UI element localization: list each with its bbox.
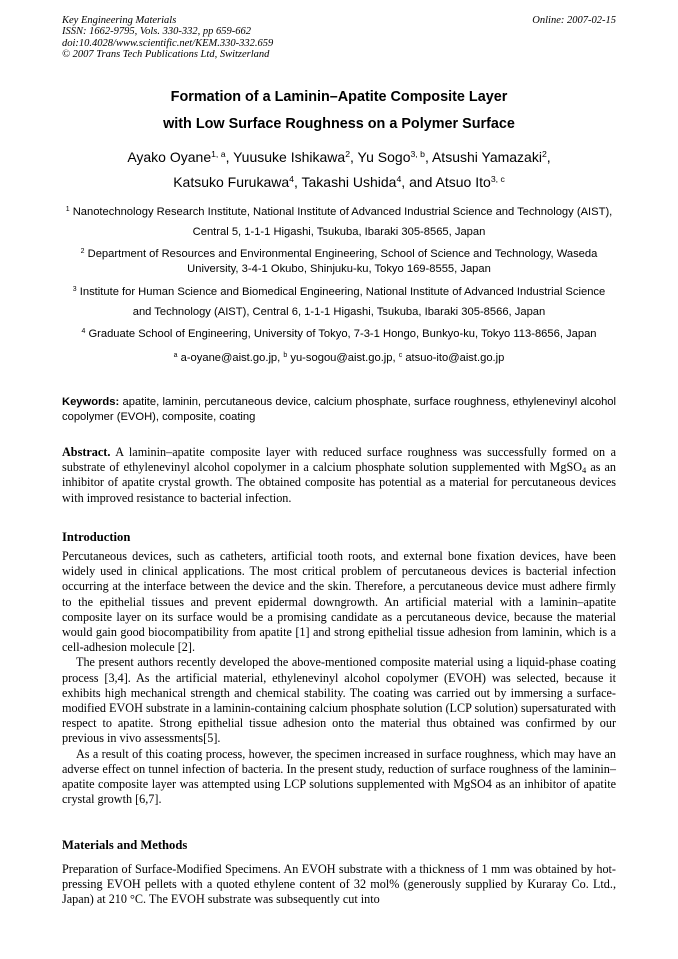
keywords [62,395,616,424]
affiliation-number: 1 [65,206,70,214]
affiliation-text: Graduate School of Engineering, University of Tokyo, 7-3-1 Hongo, Bunkyo-ku, Tokyo 113-8656, Japan [88,328,597,340]
title-line-1: Formation of a Laminin–Apatite Composite Layer [170,89,508,105]
affiliation [62,247,616,277]
author-name: Katsuko Furukawa [173,174,290,190]
author-affil-mark: 3, c [490,174,505,185]
email-address[interactable]: a-oyane@aist.go.jp [180,352,278,364]
online-date: Online: 2007-02-15 [532,15,616,26]
keywords-text: apatite, laminin, percutaneous device, calcium phosphate, surface roughness, ethylenevinyl alcohol copolymer (EVOH), composite, coating [62,396,616,423]
methods-heading: Materials and Methods [62,838,188,852]
journal-doi: doi:10.4028/www.scientific.net/KEM.330-332.659 [62,37,274,49]
introduction-heading: Introduction [62,530,131,544]
abstract [62,445,616,506]
journal-name: Key Engineering Materials [62,15,177,26]
author-conjunction: and [409,174,433,190]
affiliation [62,282,616,322]
journal-issn: ISSN: 1662-9795, Vols. 330-332, pp 659-662 [62,26,251,38]
author-name: Takashi Ushida [301,174,397,190]
author-affil-mark: 3, b [410,149,425,160]
author-list [62,145,616,195]
affiliation-text: Institute for Human Science and Biomedical Engineering, National Institute of Advanced Industrial Science and Technology (AIST), Central 6, 1-1-1 Higashi, Tsukuba, Ibaraki 305-8566, Japan [79,286,606,318]
affiliation-number: 3 [72,286,77,294]
authors-line-2: Katsuko Furukawa$^4$, Takashi Ushida$^4$, and Atsuo Ito$^{3, c}$ [173,174,505,190]
introduction-body [62,549,616,807]
authors-line-1: Ayako Oyane$^{1, a}$, Yuusuke Ishikawa$^2$, Yu Sogo$^{3, b}$, Atsushi Yamazaki$^2$, [127,149,551,165]
keywords-label: Keywords: [62,396,120,408]
abstract-subscript: 4 [582,465,587,476]
author-name: Ayako Oyane [127,149,212,165]
abstract-text-end: as an inhibitor of apatite crystal growth. The obtained composite has potential as a material for percutaneous devices with improved resistance to bacterial infection. [62,460,617,505]
affiliation-list [62,202,616,369]
affiliation [62,327,616,342]
affiliation-number: 2 [80,248,85,256]
author-name: Yuusuke Ishikawa [233,149,346,165]
author-affil-mark: 4 [396,174,402,185]
email-mark: c [398,352,403,360]
abstract-text: A laminin–apatite composite layer with reduced surface roughness was successfully formed on a substrate of ethylenevinyl alcohol copolymer in a calcium phosphate solution supplemented with MgSO [62,445,616,475]
author-name: Atsuo Ito [435,174,491,190]
email-address[interactable]: atsuo-ito@aist.go.jp [405,352,505,364]
abstract-label: Abstract. [62,445,111,459]
author-name: Yu Sogo [357,149,411,165]
intro-paragraph: As a result of this coating process, however, the specimen increased in surface roughness, which may have an adverse effect on tunnel infection of bacteria. In the present study, reduction of surface roughness of the laminin–apatite composite layer was attempted using LCP solutions supplemented with MgSO4 as an inhibitor of apatite crystal growth [6,7]. [62,746,616,807]
email-mark: b [283,352,288,360]
affiliation-text: Nanotechnology Research Institute, National Institute of Advanced Industrial Science and Technology (AIST), Central 5, 1-1-1 Higashi, Tsukuba, Ibaraki 305-8565, Japan [72,206,613,238]
author-name: Atsushi Yamazaki [431,149,542,165]
journal-copyright: © 2007 Trans Tech Publications Ltd, Switzerland [62,49,270,61]
journal-header [62,15,622,61]
author-affil-mark: 4 [289,174,294,185]
email-mark: a [173,352,178,360]
intro-paragraph: Percutaneous devices, such as catheters, artificial tooth roots, and external bone fixation devices, have been widely used in clinical applications. The most critical problem of percutaneous devices is bacterial infection occurring at the interface between the device and the skin. Therefore, a percutaneous device must adhere firmly to the epithelial tissues and prevent epidermal downgrowth. An artificial material with a laminin–apatite composite layer on its surface would be a promising candidate as a percutaneous device, because the material would gain good biocompatibility from apatite [1] and strong epithelial tissue adhesion from laminin, which is a cell-adhesion molecule [2]. [62,549,616,655]
email-list: $^a$ a-oyane@aist.go.jp, $^b$ yu-sogou@aist.go.jp, $^c$ atsuo-ito@aist.go.jp [173,352,505,364]
affiliation-number: 4 [81,328,86,336]
affiliation [62,202,616,242]
author-affil-mark: 2 [541,149,547,160]
intro-paragraph: The present authors recently developed the above-mentioned composite material using a liquid-phase coating process [3,4]. As the artificial material, ethylenevinyl alcohol copolymer (EVOH) was selected, because it exhibits high mechanical strength and chemical stability. The coating was carried out by immersing a surface-modified EVOH substrate in a laminin-containing calcium phosphate solution (LCP solution) supersaturated with respect to apatite. Strong epithelial tissue adhesion onto the material thus obtained was confirmed by our previous in vivo assessments[5]. [62,655,616,746]
author-affil-mark: 1, a [211,149,226,160]
email-address[interactable]: yu-sogou@aist.go.jp [290,352,393,364]
author-affil-mark: 2 [345,149,351,160]
title-line-2: with Low Surface Roughness on a Polymer Surface [163,116,515,132]
paper-title [62,84,616,138]
affiliation-text: Department of Resources and Environmental Engineering, School of Science and Technology, Waseda University, 3-4-1 Okubo, Shinjuku-ku, Tokyo 169-8555, Japan [87,248,598,275]
methods-paragraph: Preparation of Surface-Modified Specimens. An EVOH substrate with a thickness of 1 mm was obtained by hot-pressing EVOH pellets with a quoted ethylene content of 32 mol% (generously supplied by Kuraray Co. Ltd., Japan) at 210 °C. The EVOH substrate was subsequently cut into [62,862,616,907]
